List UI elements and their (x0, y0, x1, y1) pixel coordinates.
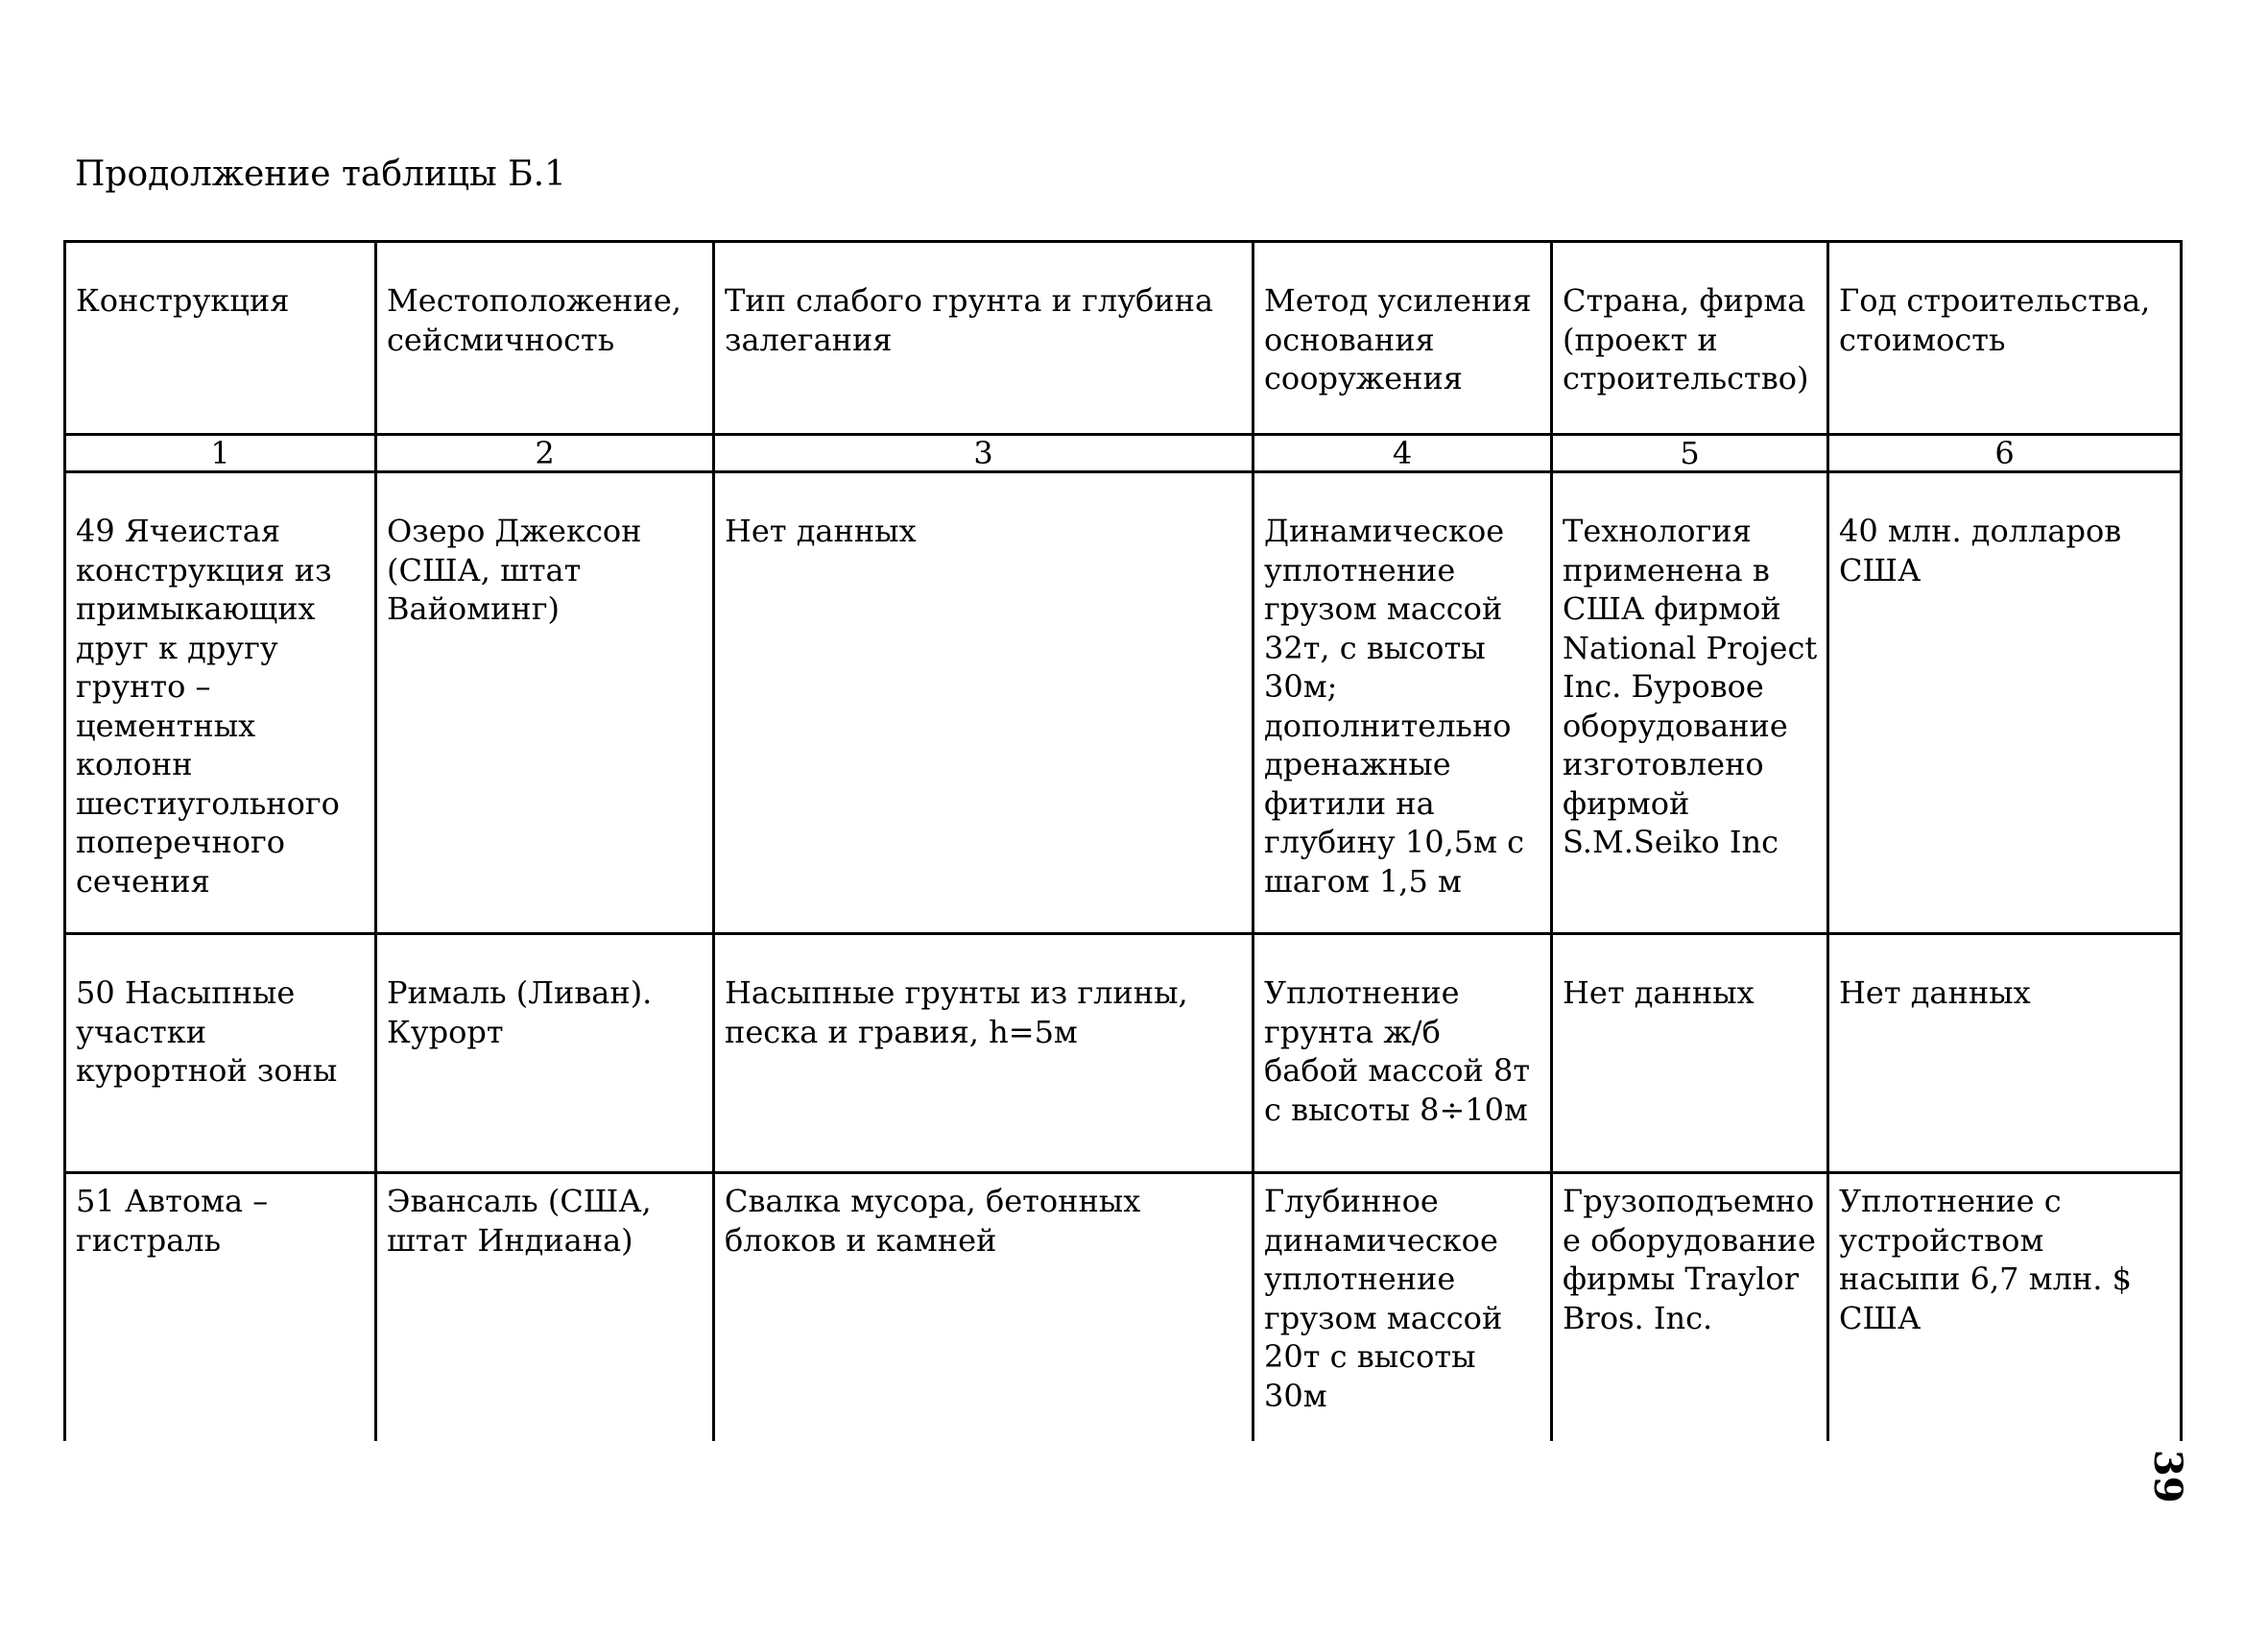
table-cell: 50 Насыпные участки курортной зоны (65, 934, 376, 1173)
table-cell: Нет данных (714, 472, 1253, 934)
table-cell: Нет данных (1552, 934, 1828, 1173)
header-cell: Метод усиления основания сооружения (1253, 242, 1552, 435)
header-cell: Конструкция (65, 242, 376, 435)
column-number: 6 (1828, 435, 2182, 472)
data-table (63, 240, 2183, 1441)
table-cell: 40 млн. долларов США (1828, 472, 2182, 934)
table-cell: Уплотнение с устройством насыпи 6,7 млн. $ США (1828, 1173, 2182, 1442)
table-cell: Глубинное динамическое уплотнение грузом массой 20т с высоты 30м (1253, 1173, 1552, 1442)
table-cell: Динамическое уплотнение грузом массой 32т, с высоты 30м; дополнительно дренажные фитили на глубину 10,5м с шагом 1,5 м (1253, 472, 1552, 934)
column-number: 4 (1253, 435, 1552, 472)
table-cell: Технология применена в США фирмой National Project Inc. Буровое оборудование изготовлено фирмой S.M.Seiko Inc (1552, 472, 1828, 934)
table-cell: 51 Автома – гистраль (65, 1173, 376, 1442)
header-cell: Год строительства, стоимость (1828, 242, 2182, 435)
header-cell: Местоположение, сейсмичность (376, 242, 714, 435)
table-row (65, 472, 2182, 934)
table-cell: Насыпные грунты из глины, песка и гравия, h=5м (714, 934, 1253, 1173)
header-row (65, 242, 2182, 435)
table-caption: Продолжение таблицы Б.1 (75, 155, 566, 194)
table-row (65, 934, 2182, 1173)
column-number: 3 (714, 435, 1253, 472)
table-cell: Эвансаль (США, штат Индиана) (376, 1173, 714, 1442)
table-cell: 49 Ячеистая конструкция из примыкающих друг к другу грунто – цементных колонн шестиугольного поперечного сечения (65, 472, 376, 934)
page-number: 39 (2145, 1450, 2190, 1503)
column-number: 2 (376, 435, 714, 472)
table-cell: Свалка мусора, бетонных блоков и камней (714, 1173, 1253, 1442)
table-cell: Нет данных (1828, 934, 2182, 1173)
table-cell: Рималь (Ливан). Курорт (376, 934, 714, 1173)
header-cell: Страна, фирма (проект и строительство) (1552, 242, 1828, 435)
table-cell: Озеро Джексон (США, штат Вайоминг) (376, 472, 714, 934)
header-cell: Тип слабого грунта и глубина залегания (714, 242, 1253, 435)
table-cell: Уплотнение грунта ж/б бабой массой 8т с высоты 8÷10м (1253, 934, 1552, 1173)
column-number: 5 (1552, 435, 1828, 472)
table-row (65, 1173, 2182, 1442)
column-number-row (65, 435, 2182, 472)
table-cell: Грузоподъемное оборудование фирмы Traylor Bros. Inc. (1552, 1173, 1828, 1442)
column-number: 1 (65, 435, 376, 472)
